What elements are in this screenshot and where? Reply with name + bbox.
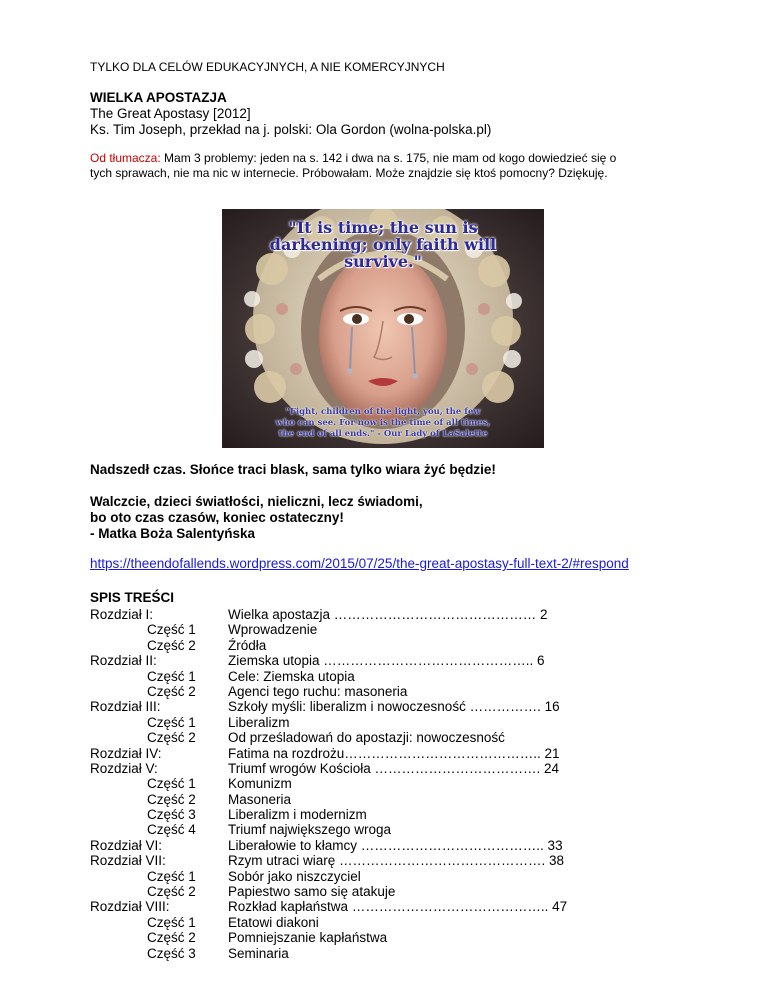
- toc-entry-title: Masoneria: [228, 791, 292, 807]
- toc-chapter-label: Rozdział IV:: [90, 745, 162, 761]
- toc-entry-title: Triumf wrogów Kościoła ………………………………. 24: [228, 760, 560, 776]
- toc-entry-title: Źródła: [228, 637, 267, 653]
- toc-row: [90, 653, 690, 668]
- toc-row: [90, 622, 690, 637]
- source-link[interactable]: https://theendofallends.wordpress.com/2015/07/25/the-great-apostasy-full-text-2/#respond: [90, 556, 629, 571]
- toc-entry-title: Szkoły myśli: liberalizm i nowoczesność ……………. 16: [228, 699, 560, 715]
- toc-part-label: Część 1: [147, 714, 196, 730]
- toc-entry-title: Komunizm: [228, 776, 292, 792]
- toc-part-label: Część 4: [147, 822, 196, 838]
- table-of-contents: [90, 607, 690, 961]
- toc-chapter-label: Rozdział III:: [90, 699, 161, 715]
- image-caption-top: "It is time; the sun is darkening; only faith will survive.": [269, 218, 497, 271]
- toc-row: [90, 699, 690, 714]
- toc-entry-title: Sobór jako niszczyciel: [228, 868, 361, 884]
- toc-entry-title: Cele: Ziemska utopia: [228, 668, 355, 684]
- translator-note-label: Od tłumacza:: [90, 151, 161, 165]
- quote-line1: Nadszedł czas. Słońce traci blask, sama tylko wiara żyć będzie!: [90, 462, 496, 477]
- toc-chapter-label: Rozdział VI:: [90, 837, 163, 853]
- toc-row: [90, 607, 690, 622]
- quote-attribution: - Matka Boża Salentyńska: [90, 526, 256, 541]
- quote-line3: bo oto czas czasów, koniec ostateczny!: [90, 510, 344, 525]
- toc-part-label: Część 1: [147, 868, 196, 884]
- toc-row: [90, 869, 690, 884]
- toc-row: [90, 915, 690, 930]
- toc-chapter-label: Rozdział I:: [90, 607, 154, 622]
- toc-part-label: Część 2: [147, 791, 196, 807]
- toc-row: [90, 746, 690, 761]
- toc-part-label: Część 2: [147, 683, 196, 699]
- weeping-madonna-image: [222, 209, 544, 448]
- toc-chapter-label: Rozdział V:: [90, 760, 158, 776]
- quote-line2: Walczcie, dzieci światłości, nieliczni, lecz świadomi,: [90, 494, 423, 509]
- toc-entry-title: Liberalizm: [228, 714, 290, 730]
- toc-chapter-label: Rozdział VIII:: [90, 899, 170, 915]
- toc-row: [90, 838, 690, 853]
- toc-chapter-label: Rozdział VII:: [90, 853, 166, 869]
- toc-row: [90, 684, 690, 699]
- toc-entry-title: Pomniejszanie kapłaństwa: [228, 930, 388, 946]
- toc-entry-title: Liberałowie to kłamcy ………………………………….. 33: [228, 837, 563, 853]
- usage-notice: TYLKO DLA CELÓW EDUKACYJNYCH, A NIE KOMERCYJNYCH: [90, 60, 445, 74]
- toc-row: [90, 946, 690, 961]
- toc-row: [90, 884, 690, 899]
- toc-entry-title: Etatowi diakoni: [228, 914, 319, 930]
- document-subtitle: The Great Apostasy [2012]: [90, 106, 251, 121]
- toc-chapter-label: Rozdział II:: [90, 653, 157, 669]
- toc-row: [90, 930, 690, 945]
- toc-part-label: Część 2: [147, 730, 196, 746]
- toc-row: [90, 715, 690, 730]
- toc-row: [90, 669, 690, 684]
- toc-part-label: Część 3: [147, 945, 196, 961]
- toc-entry-title: Rozkład kapłaństwa …………………………………….. 47: [228, 899, 568, 915]
- toc-row: [90, 638, 690, 653]
- toc-row: [90, 792, 690, 807]
- image-caption-bottom: "Fight, children of the light, you, the few who can see. For now is the time of all times, the end of all ends." - Our Lady of LaSalette: [275, 407, 491, 439]
- toc-row: [90, 776, 690, 791]
- toc-entry-title: Wielka apostazja ……………………………………… 2: [228, 607, 548, 622]
- toc-part-label: Część 2: [147, 930, 196, 946]
- toc-entry-title: Papiestwo samo się atakuje: [228, 884, 396, 900]
- toc-entry-title: Seminaria: [228, 945, 289, 961]
- toc-entry-title: Liberalizm i modernizm: [228, 807, 367, 823]
- toc-row: [90, 853, 690, 868]
- toc-entry-title: Wprowadzenie: [228, 622, 318, 638]
- toc-part-label: Część 2: [147, 637, 196, 653]
- toc-part-label: Część 1: [147, 668, 196, 684]
- toc-entry-title: Rzym utraci wiarę ………………………………………. 38: [228, 853, 565, 869]
- toc-entry-title: Agenci tego ruchu: masoneria: [228, 683, 408, 699]
- toc-entry-title: Ziemska utopia ……………………………………….. 6: [228, 653, 545, 669]
- toc-heading: SPIS TREŚCI: [90, 590, 175, 605]
- document-credits: Ks. Tim Joseph, przekład na j. polski: Ola Gordon (wolna-polska.pl): [90, 122, 492, 137]
- toc-part-label: Część 1: [147, 914, 196, 930]
- toc-row: [90, 761, 690, 776]
- toc-row: [90, 807, 690, 822]
- translator-note-text1: Mam 3 problemy: jeden na s. 142 i dwa na s. 175, nie mam od kogo dowiedzieć się o: [160, 151, 617, 165]
- translator-note-line2: tych sprawach, nie ma nic w internecie. Próbowałam. Może znajdzie się ktoś pomocny? Dziękuję.: [90, 166, 608, 180]
- toc-row: [90, 899, 690, 914]
- toc-part-label: Część 2: [147, 884, 196, 900]
- document-title: WIELKA APOSTAZJA: [90, 90, 227, 105]
- toc-part-label: Część 1: [147, 622, 196, 638]
- translator-note-line1: [90, 151, 616, 165]
- toc-row: [90, 822, 690, 837]
- toc-entry-title: Triumf największego wroga: [228, 822, 392, 838]
- toc-row: [90, 730, 690, 745]
- toc-part-label: Część 1: [147, 776, 196, 792]
- toc-part-label: Część 3: [147, 807, 196, 823]
- toc-entry-title: Fatima na rozdrożu…………………………………….. 21: [228, 745, 560, 761]
- toc-entry-title: Od prześladowań do apostazji: nowoczesność: [228, 730, 505, 746]
